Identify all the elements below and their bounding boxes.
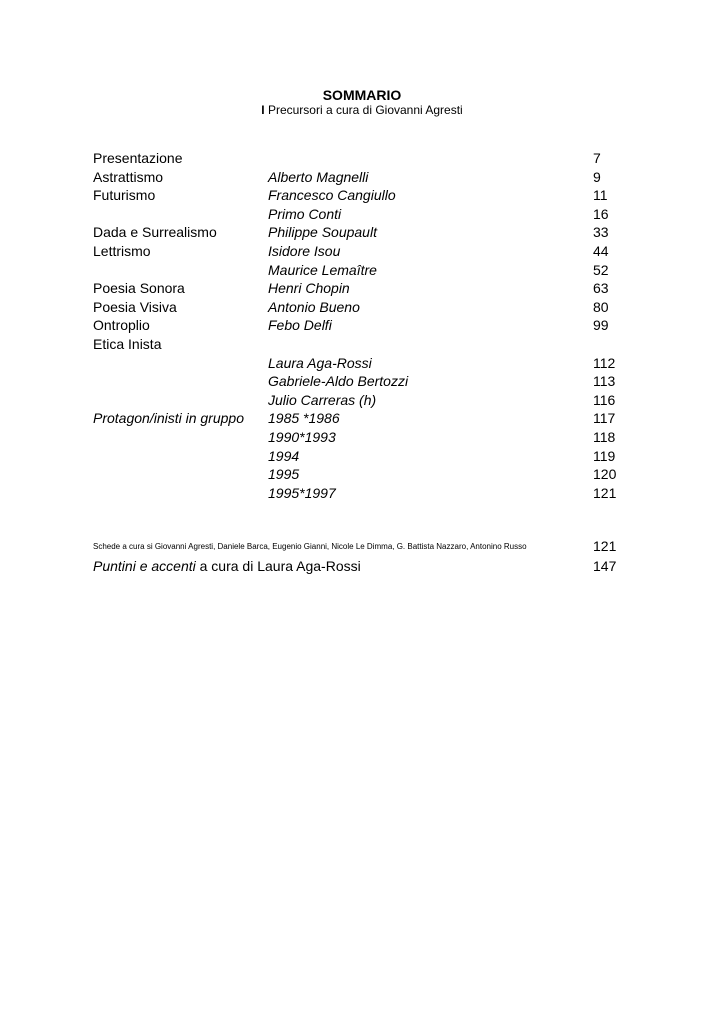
toc-row	[93, 223, 623, 242]
toc-section: Lettrismo	[93, 242, 151, 259]
subtitle-initial: I	[261, 103, 265, 117]
toc-author: Antonio Bueno	[268, 298, 360, 315]
toc-footer	[93, 536, 623, 576]
toc-section: Protagon/inisti in gruppo	[93, 410, 244, 427]
toc-row	[93, 149, 623, 168]
toc-page-number: 7	[593, 150, 601, 166]
toc-row	[93, 484, 623, 503]
toc-section: Poesia Visiva	[93, 298, 177, 315]
toc-page-number: 11	[593, 187, 608, 204]
toc-author: 1994	[268, 447, 300, 464]
toc-row	[93, 168, 623, 187]
toc-page-number: 147	[593, 558, 617, 574]
toc-row-schede	[93, 536, 623, 556]
toc-section: Astrattismo	[93, 168, 164, 185]
toc-row	[93, 447, 623, 466]
puntini-title: Puntini e accenti	[93, 558, 196, 574]
schede-credits: Schede a cura si Giovanni Agresti, Daniele Barca, Eugenio Gianni, Nicole Le Dimma, G. Battista Nazzaro, Antonino Russo	[93, 542, 527, 551]
toc-row	[93, 428, 623, 447]
toc-row	[93, 391, 623, 410]
toc-author: Philippe Soupault	[268, 224, 377, 241]
toc-section: Futurismo	[93, 187, 156, 204]
toc-section: Presentazione	[93, 150, 183, 166]
toc-author: 1985 *1986	[268, 410, 340, 427]
toc-page-number: 118	[593, 428, 616, 445]
toc-section: Dada e Surrealismo	[93, 224, 217, 241]
toc-page-number: 99	[593, 317, 609, 334]
toc-row	[93, 409, 623, 428]
toc-author: Febo Delfi	[268, 317, 332, 334]
toc-section: Ontroplio	[93, 317, 150, 334]
toc-page-number: 112	[593, 354, 616, 371]
toc-page-number: 16	[593, 205, 609, 222]
toc-page-number: 33	[593, 224, 609, 241]
toc-page-number: 117	[593, 410, 616, 427]
toc-page-number: 121	[593, 484, 617, 501]
table-of-contents	[93, 149, 623, 502]
puntini-credits	[93, 556, 361, 576]
toc-section: Etica Inista	[93, 335, 162, 352]
toc-row	[93, 205, 623, 224]
toc-section: Poesia Sonora	[93, 280, 185, 297]
toc-author: 1990*1993	[268, 428, 336, 445]
page-subtitle	[0, 103, 724, 117]
toc-page-number: 44	[593, 242, 609, 259]
toc-page-number: 52	[593, 261, 609, 278]
toc-page-number: 9	[593, 168, 601, 185]
puntini-editor: a cura di Laura Aga-Rossi	[195, 558, 361, 574]
toc-page-number: 120	[593, 466, 617, 483]
toc-row	[93, 298, 623, 317]
toc-row	[93, 279, 623, 298]
toc-author: Isidore Isou	[268, 242, 341, 259]
toc-author: Henri Chopin	[268, 280, 350, 297]
toc-row	[93, 372, 623, 391]
page-title: SOMMARIO	[322, 87, 402, 103]
toc-author: Alberto Magnelli	[268, 168, 369, 185]
toc-author: Laura Aga-Rossi	[268, 354, 372, 371]
toc-row	[93, 354, 623, 373]
toc-author: 1995*1997	[268, 484, 336, 501]
toc-page-number: 63	[593, 280, 609, 297]
toc-page-number: 80	[593, 298, 609, 315]
toc-page-number: 121	[593, 538, 617, 554]
toc-row	[93, 316, 623, 335]
toc-row	[93, 465, 623, 484]
toc-author: 1995	[268, 466, 300, 483]
toc-row	[93, 242, 623, 261]
toc-author: Gabriele-Aldo Bertozzi	[268, 373, 409, 390]
toc-page-number: 119	[593, 447, 616, 464]
subtitle-text: Precursori a cura di Giovanni Agresti	[264, 103, 463, 117]
toc-author: Maurice Lemaître	[268, 261, 377, 278]
toc-row	[93, 261, 623, 280]
toc-author: Francesco Cangiullo	[268, 187, 396, 204]
toc-author: Primo Conti	[268, 205, 342, 222]
toc-row-puntini	[93, 556, 623, 576]
toc-row	[93, 335, 623, 354]
toc-page-number: 116	[593, 391, 616, 408]
toc-author: Julio Carreras (h)	[268, 391, 377, 408]
toc-row	[93, 186, 623, 205]
toc-page-number: 113	[593, 373, 616, 390]
